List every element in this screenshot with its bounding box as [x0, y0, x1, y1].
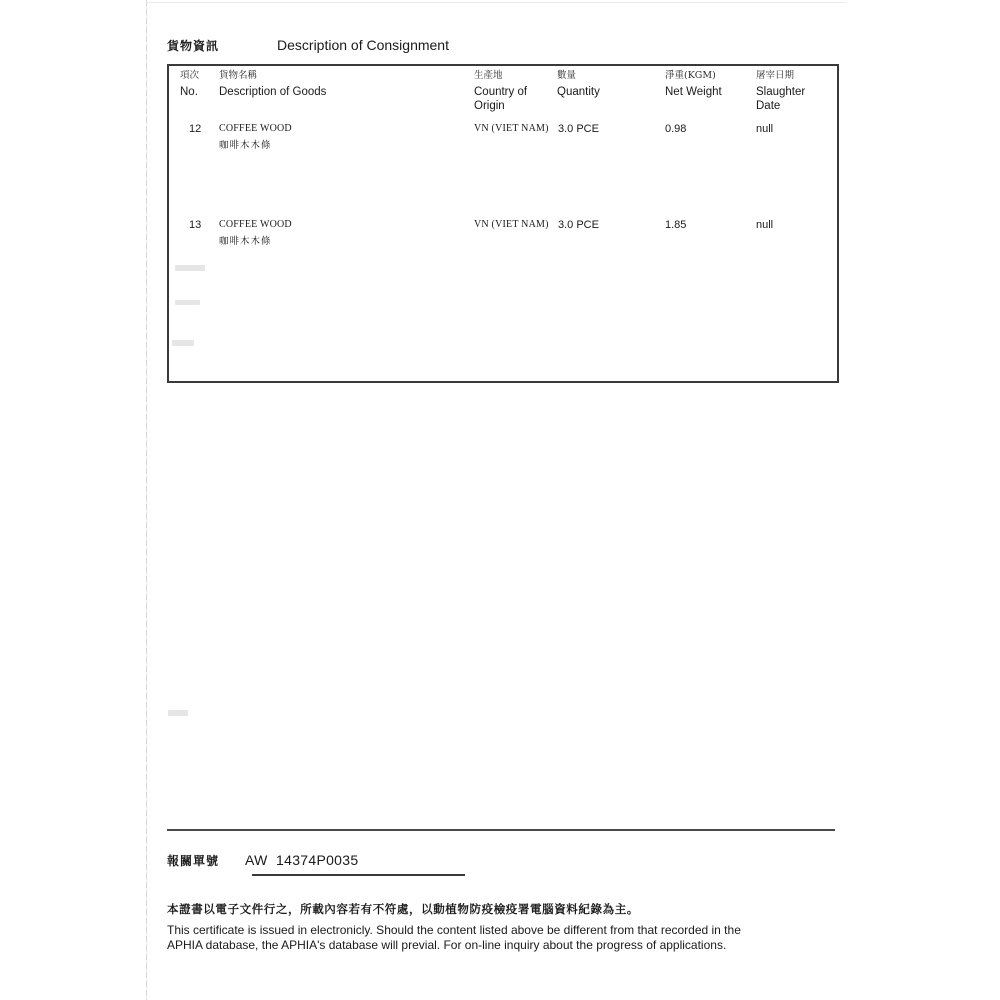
cell-quantity: 3.0 PCE: [558, 219, 599, 231]
cell-description: [219, 123, 292, 151]
declaration-label-zh: 報關單號: [167, 854, 220, 868]
declaration-number-value: AW 14374P0035: [245, 852, 359, 868]
header-origin: [474, 69, 554, 113]
header-no-en: No.: [180, 86, 198, 98]
section-title-en: Description of Consignment: [277, 37, 449, 53]
cell-net-weight: 1.85: [665, 219, 687, 231]
cell-slaughter-date: null: [756, 219, 774, 231]
header-net-weight-zh: 淨重(KGM): [665, 70, 716, 81]
declaration-number: [167, 852, 358, 869]
header-net-weight: [665, 69, 722, 99]
declaration-underline: [252, 874, 465, 876]
section-divider: [167, 829, 835, 831]
scan-artifact: [168, 710, 188, 716]
table-row: [169, 123, 837, 163]
table-row: [169, 219, 837, 259]
page-edge-top: [146, 2, 846, 3]
header-net-weight-en: Net Weight: [665, 86, 722, 98]
header-quantity-en: Quantity: [557, 86, 600, 98]
header-quantity-zh: 數量: [557, 70, 577, 81]
header-description-zh: 貨物名稱: [219, 70, 258, 81]
scan-artifact: [175, 300, 200, 305]
header-slaughter-date-zh: 屠宰日期: [756, 70, 795, 81]
header-origin-zh: 生產地: [474, 70, 503, 81]
header-slaughter-date: [756, 69, 826, 113]
cell-slaughter-date: null: [756, 123, 774, 135]
scan-artifact: [175, 265, 205, 271]
cell-description-en: COFFEE WOOD: [219, 123, 292, 134]
page-edge: [146, 0, 147, 1000]
scan-artifact: [172, 340, 194, 346]
cell-quantity: 3.0 PCE: [558, 123, 599, 135]
header-slaughter-date-en: Slaughter Date: [756, 86, 806, 112]
section-title-zh: 貨物資訊: [167, 39, 220, 53]
header-no-zh: 項次: [180, 70, 200, 81]
cell-description-zh: 咖啡木木條: [219, 236, 272, 247]
cell-origin: VN (VIET NAM): [474, 219, 549, 230]
header-quantity: [557, 69, 600, 99]
notice-en-line1: This certificate is issued in electronicly. Should the content listed above be different from that recorded in the: [167, 923, 741, 937]
header-no: [180, 69, 199, 99]
header-origin-en: Country of Origin: [474, 86, 528, 112]
notice-en-line2: APHIA database, the APHIA's database will previal. For on-line inquiry about the progress of applications.: [167, 937, 727, 952]
cell-description: [219, 219, 292, 247]
header-description-en: Description of Goods: [219, 86, 327, 98]
section-title: [167, 37, 449, 54]
cell-origin: VN (VIET NAM): [474, 123, 549, 134]
notice-zh: 本證書以電子文件行之，所載內容若有不符處，以動植物防疫檢疫署電腦資料紀錄為主。: [167, 902, 639, 916]
cell-no: 13: [189, 219, 202, 231]
cell-description-en: COFFEE WOOD: [219, 219, 292, 230]
header-description: [219, 69, 326, 99]
cell-description-zh: 咖啡木木條: [219, 140, 272, 151]
cell-no: 12: [189, 123, 202, 135]
consignment-table: [167, 64, 839, 383]
cell-net-weight: 0.98: [665, 123, 687, 135]
notice-en: [167, 923, 847, 952]
